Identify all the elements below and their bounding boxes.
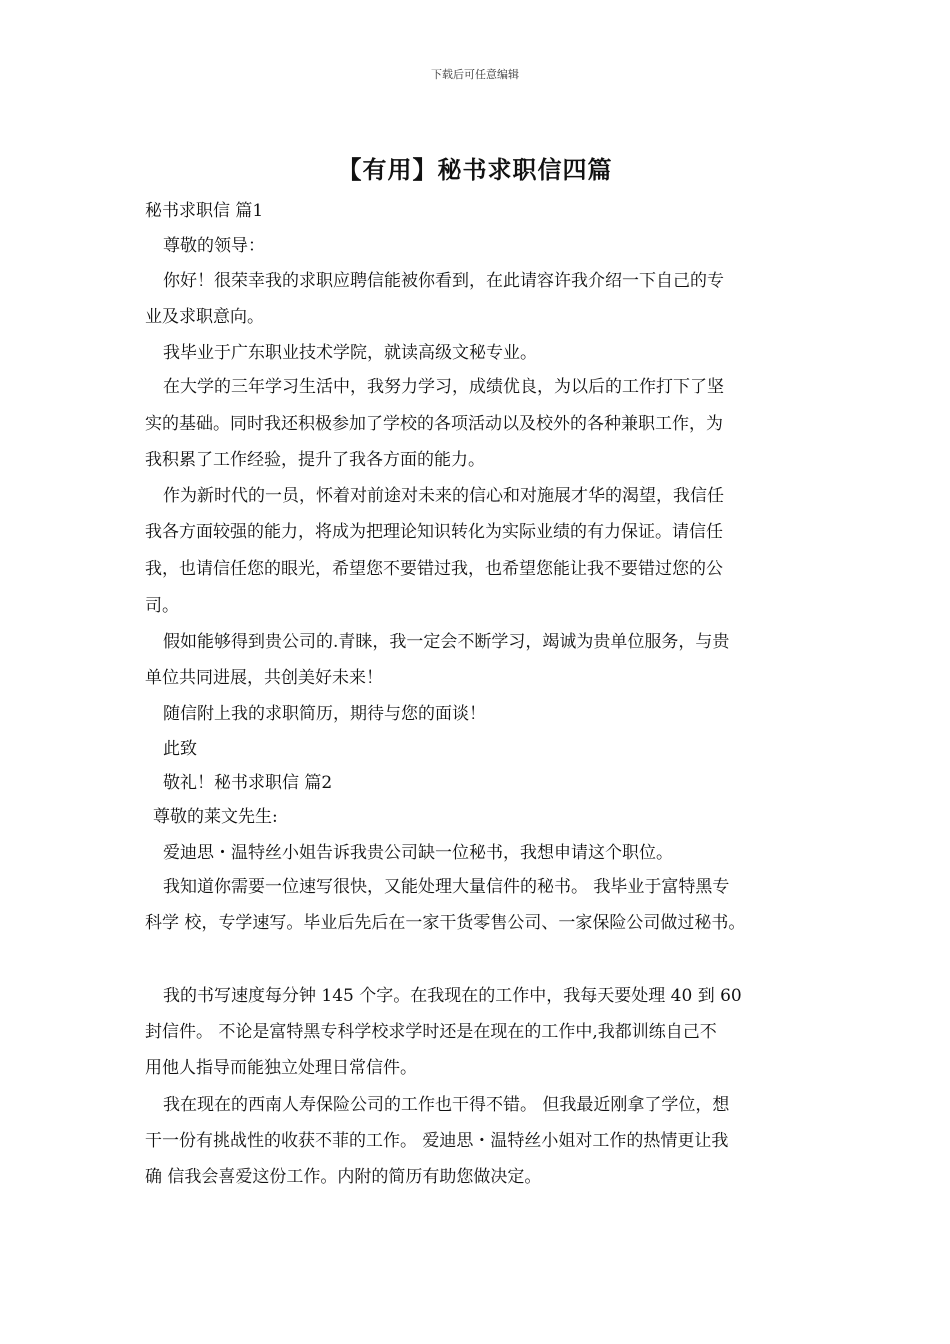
paragraph-line: 业及求职意向。 — [145, 307, 264, 327]
paragraph-line: 我积累了工作经验，提升了我各方面的能力。 — [145, 450, 485, 470]
closing-line: 此致 — [163, 739, 197, 759]
salutation-1: 尊敬的领导： — [163, 236, 265, 256]
paragraph-line: 科学 校，专学速写。毕业后先后在一家干货零售公司、一家保险公司做过秘书。 — [145, 913, 746, 933]
paragraph-line: 我的书写速度每分钟 145 个字。在我现在的工作中，我每天要处理 40 到 60 — [163, 986, 742, 1006]
paragraph-line: 作为新时代的一员，怀着对前途对未来的信心和对施展才华的渴望，我信任 — [163, 486, 724, 506]
section-heading-1: 秘书求职信 篇1 — [145, 201, 264, 221]
paragraph-line: 封信件。 不论是富特黑专科学校求学时还是在现在的工作中,我都训练自己不 — [145, 1022, 717, 1042]
paragraph-line: 用他人指导而能独立处理日常信件。 — [145, 1058, 417, 1078]
paragraph-line: 爱迪思・温特丝小姐告诉我贵公司缺一位秘书，我想申请这个职位。 — [163, 843, 673, 863]
paragraph-line: 确 信我会喜爱这份工作。内附的简历有助您做决定。 — [145, 1167, 542, 1187]
paragraph-line: 你好！很荣幸我的求职应聘信能被你看到，在此请容许我介绍一下自己的专 — [163, 271, 724, 291]
paragraph-line: 我，也请信任您的眼光，希望您不要错过我，也希望您能让我不要错过您的公 — [145, 559, 723, 579]
paragraph-line: 实的基础。同时我还积极参加了学校的各项活动以及校外的各种兼职工作，为 — [145, 414, 723, 434]
paragraph-line: 在大学的三年学习生活中，我努力学习，成绩优良，为以后的工作打下了坚 — [163, 377, 724, 397]
paragraph-line: 我在现在的西南人寿保险公司的工作也干得不错。 但我最近刚拿了学位，想 — [163, 1095, 730, 1115]
section-heading-2: 敬礼！秘书求职信 篇2 — [163, 773, 333, 793]
paragraph-line: 随信附上我的求职简历，期待与您的面谈！ — [163, 704, 486, 724]
document-title: 【有用】秘书求职信四篇 — [337, 155, 613, 184]
salutation-2: 尊敬的莱文先生: — [153, 807, 278, 827]
paragraph-line: 假如能够得到贵公司的.青睐，我一定会不断学习，竭诚为贵单位服务，与贵 — [163, 632, 730, 652]
paragraph-line: 我知道你需要一位速写很快，又能处理大量信件的秘书。 我毕业于富特黑专 — [163, 877, 730, 897]
paragraph-line: 单位共同进展，共创美好未来！ — [145, 668, 383, 688]
paragraph-line: 干一份有挑战性的收获不菲的工作。 爱迪思・温特丝小姐对工作的热情更让我 — [145, 1131, 729, 1151]
paragraph-line: 司。 — [145, 596, 179, 616]
paragraph-line: 我毕业于广东职业技术学院，就读高级文秘专业。 — [163, 343, 537, 363]
header-note: 下载后可任意编辑 — [431, 68, 519, 81]
paragraph-line: 我各方面较强的能力，将成为把理论知识转化为实际业绩的有力保证。请信任 — [145, 522, 723, 542]
